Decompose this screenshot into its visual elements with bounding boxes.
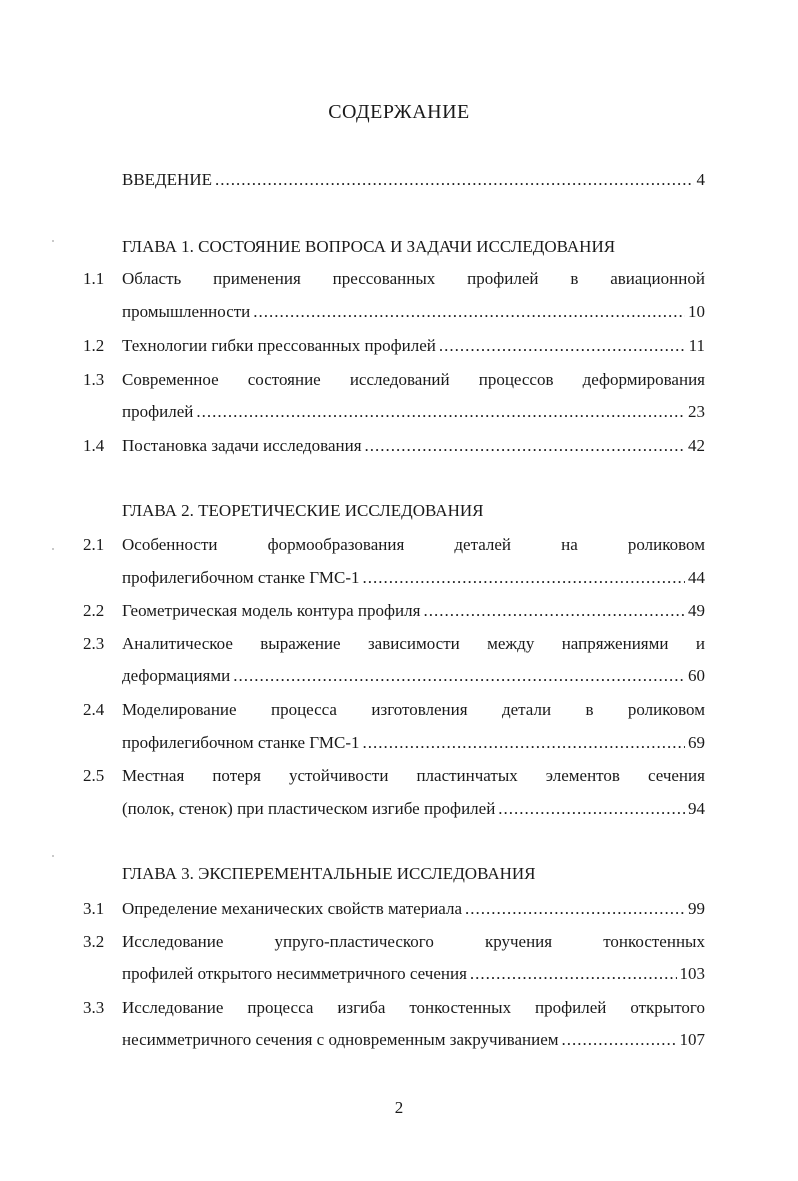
entry-page: 10	[688, 302, 705, 321]
entry-page: 49	[688, 601, 705, 620]
dot-leader	[465, 897, 685, 921]
section-1-3-line2	[122, 400, 705, 424]
section-1-1-line1	[122, 267, 705, 291]
entry-text: профилегибочном станке ГМС-1	[122, 733, 360, 752]
entry-page: 69	[688, 733, 705, 752]
word: в	[570, 269, 579, 288]
dot-leader	[365, 434, 685, 458]
word: состояние	[247, 370, 321, 389]
section-number: 1.2	[83, 336, 105, 355]
section-number: 3.2	[83, 932, 105, 951]
section-1-4	[122, 434, 705, 458]
entry-page: 103	[679, 964, 705, 983]
word: напряжениями	[561, 634, 669, 653]
word: выражение	[260, 634, 341, 653]
chapter-2-title: ГЛАВА 2. ТЕОРЕТИЧЕСКИЕ ИССЛЕДОВАНИЯ	[122, 501, 484, 520]
section-number: 1.1	[83, 269, 105, 288]
word: Аналитическое	[122, 634, 233, 653]
dot-leader	[215, 168, 694, 192]
word: Область	[122, 269, 182, 288]
word: элементов	[545, 766, 620, 785]
chapter-1-title: ГЛАВА 1. СОСТОЯНИЕ ВОПРОСА И ЗАДАЧИ ИССЛЕДОВАНИЯ	[122, 237, 616, 256]
word: процессов	[478, 370, 554, 389]
word: авиационной	[610, 269, 705, 288]
word: профилей	[467, 269, 539, 288]
section-2-3-line2	[122, 664, 705, 688]
word: процесса	[270, 700, 337, 719]
word: Местная	[122, 766, 185, 785]
entry-text: Геометрическая модель контура профиля	[122, 601, 421, 620]
dot-leader	[439, 334, 686, 358]
scan-speck	[52, 855, 54, 857]
section-3-3-line1	[122, 996, 705, 1020]
page-title: СОДЕРЖАНИЕ	[328, 101, 470, 123]
section-2-2	[122, 599, 705, 623]
dot-leader	[196, 400, 685, 424]
word: детали	[501, 700, 552, 719]
word: тонкостенных	[603, 932, 705, 951]
toc-entry-intro	[122, 168, 705, 192]
word: Современное	[122, 370, 219, 389]
section-2-1-line1	[122, 533, 705, 557]
section-2-4-line2	[122, 731, 705, 755]
word: Моделирование	[122, 700, 237, 719]
word: на	[561, 535, 578, 554]
section-number: 2.2	[83, 601, 105, 620]
section-2-3-line1	[122, 632, 705, 656]
word: роликовом	[627, 700, 705, 719]
section-2-1-line2	[122, 566, 705, 590]
section-number: 2.5	[83, 766, 105, 785]
entry-text: Технологии гибки прессованных профилей	[122, 336, 436, 355]
section-number: 2.4	[83, 700, 105, 719]
section-3-1	[122, 897, 705, 921]
scan-speck	[52, 240, 54, 242]
section-2-4-line1	[122, 698, 705, 722]
section-number: 2.3	[83, 634, 105, 653]
entry-page: 42	[688, 436, 705, 455]
chapter-3-title: ГЛАВА 3. ЭКСПЕРЕМЕНТАЛЬНЫЕ ИССЛЕДОВАНИЯ	[122, 864, 536, 883]
entry-text: профилей	[122, 402, 194, 421]
section-3-2-line1	[122, 930, 705, 954]
section-number: 3.1	[83, 899, 105, 918]
entry-text: несимметричного сечения с одновременным закручиванием	[122, 1030, 559, 1049]
section-3-2-line2	[122, 962, 705, 986]
word: Исследование	[122, 932, 224, 951]
entry-page: 60	[688, 666, 705, 685]
word: в	[585, 700, 594, 719]
entry-text: Постановка задачи исследования	[122, 436, 362, 455]
word: зависимости	[367, 634, 460, 653]
word: профилей	[535, 998, 607, 1017]
word: Особенности	[122, 535, 218, 554]
section-number: 3.3	[83, 998, 105, 1017]
scan-speck	[52, 548, 54, 550]
word: тонкостенных	[409, 998, 512, 1017]
word: исследований	[349, 370, 450, 389]
entry-page: 44	[688, 568, 705, 587]
section-1-2	[122, 334, 705, 358]
word: роликовом	[627, 535, 705, 554]
dot-leader	[498, 797, 685, 821]
dot-leader	[253, 300, 685, 324]
word: и	[695, 634, 705, 653]
entry-page: 107	[679, 1030, 705, 1049]
word: изгиба	[337, 998, 386, 1017]
word: прессованных	[332, 269, 436, 288]
dot-leader	[423, 599, 685, 623]
dot-leader	[470, 962, 677, 986]
entry-text: профилей открытого несимметричного сечения	[122, 964, 467, 983]
word: изготовления	[371, 700, 468, 719]
section-1-3-line1	[122, 368, 705, 392]
word: деталей	[454, 535, 512, 554]
entry-page: 94	[688, 799, 705, 818]
word: пластинчатых	[416, 766, 518, 785]
entry-text: Определение механических свойств материала	[122, 899, 463, 918]
entry-page: 11	[688, 336, 705, 355]
section-number: 1.4	[83, 436, 105, 455]
entry-text: профилегибочном станке ГМС-1	[122, 568, 360, 587]
section-2-5-line2	[122, 797, 705, 821]
word: потеря	[212, 766, 261, 785]
word: между	[487, 634, 535, 653]
dot-leader	[363, 731, 685, 755]
word: открытого	[630, 998, 705, 1017]
dot-leader	[562, 1028, 677, 1052]
word: сечения	[647, 766, 705, 785]
section-number: 2.1	[83, 535, 105, 554]
section-number: 1.3	[83, 370, 105, 389]
entry-page: 4	[696, 170, 705, 189]
word: применения	[213, 269, 301, 288]
section-3-3-line2	[122, 1028, 705, 1052]
entry-text: (полок, стенок) при пластическом изгибе профилей	[122, 799, 496, 818]
word: формообразования	[267, 535, 405, 554]
word: процесса	[247, 998, 314, 1017]
entry-text: деформациями	[122, 666, 231, 685]
word: устойчивости	[289, 766, 389, 785]
word: кручения	[484, 932, 553, 951]
word: упруго-пластического	[274, 932, 434, 951]
word: деформирования	[582, 370, 705, 389]
dot-leader	[363, 566, 685, 590]
entry-text: ВВЕДЕНИЕ	[122, 170, 212, 189]
section-1-1-line2	[122, 300, 705, 324]
page-number: 2	[394, 1098, 404, 1117]
section-2-5-line1	[122, 764, 705, 788]
dot-leader	[233, 664, 685, 688]
word: Исследование	[122, 998, 224, 1017]
entry-text: промышленности	[122, 302, 251, 321]
entry-page: 99	[688, 899, 705, 918]
entry-page: 23	[688, 402, 705, 421]
